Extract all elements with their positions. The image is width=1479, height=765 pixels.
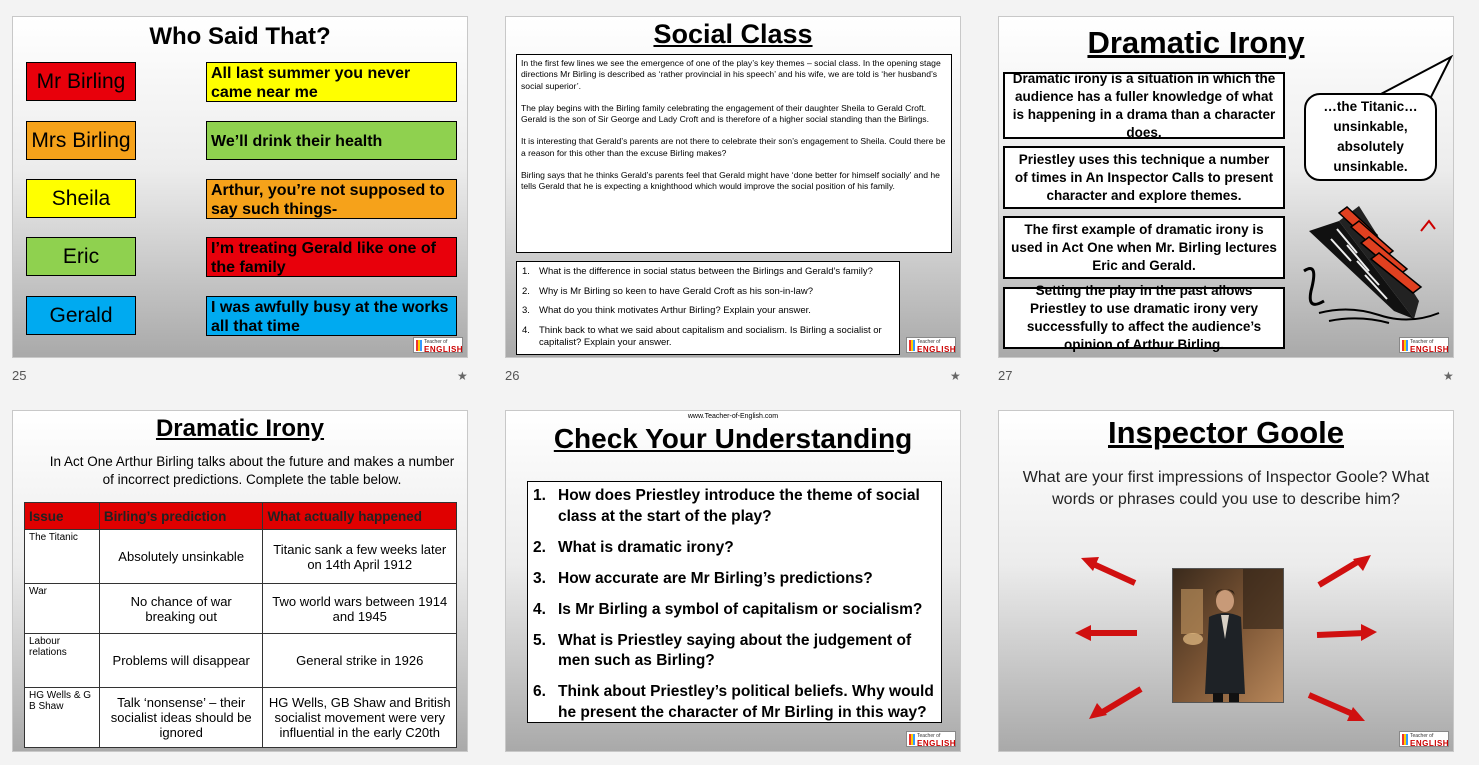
teacher-of-english-logo: Teacher of ENGLISH bbox=[906, 731, 956, 747]
list-item: 2. Why is Mr Birling so keen to have Gerald Croft as his son-in-law? bbox=[522, 285, 814, 297]
speech-bubble: …the Titanic…unsinkable, absolutely unsinkable. bbox=[1304, 93, 1437, 181]
slide-number: 26 bbox=[505, 368, 520, 383]
table-row: War No chance of war breaking out Two world wars between 1914 and 1945 bbox=[25, 584, 457, 634]
column-header: Issue bbox=[25, 503, 100, 530]
list-item: 5. What is Priestley saying about the judgement of men such as Birling? bbox=[533, 631, 912, 669]
slide-25[interactable] bbox=[12, 16, 468, 358]
list-item: 4. Is Mr Birling a symbol of capitalism or socialism? bbox=[533, 600, 923, 618]
arrow-icon bbox=[1315, 623, 1379, 643]
questions-box bbox=[527, 481, 942, 723]
list-item: 1. How does Priestley introduce the theme of social class at the start of the play? bbox=[533, 487, 920, 525]
table-row: Labour relations Problems will disappear General strike in 1926 bbox=[25, 634, 457, 688]
arrow-icon bbox=[1315, 553, 1373, 589]
list-item: 3. How accurate are Mr Birling’s predictions? bbox=[533, 569, 873, 587]
arrow-icon bbox=[1307, 691, 1369, 723]
irony-box-4: Setting the play in the past allows Priestley to use dramatic irony very successfully to affect the audience’s opinion of Arthur Birling. bbox=[1003, 287, 1285, 349]
star-icon[interactable]: ★ bbox=[950, 369, 961, 383]
slide-title: Who Said That? bbox=[149, 23, 331, 50]
inspector-portrait-image bbox=[1172, 568, 1284, 703]
table-row: The Titanic Absolutely unsinkable Titanic sank a few weeks later on 14th April 1912 bbox=[25, 530, 457, 584]
slide-27[interactable] bbox=[998, 16, 1454, 358]
name-mr-birling: Mr Birling bbox=[26, 62, 136, 101]
teacher-of-english-logo: Teacher of ENGLISH bbox=[1399, 731, 1449, 747]
prompt-text: What are your first impressions of Inspector Goole? What words or phrases could you use to describe him? bbox=[1022, 469, 1430, 508]
intro-text: In Act One Arthur Birling talks about the future and makes a number of incorrect predictions. Complete the table below. bbox=[49, 454, 455, 487]
slide-title: Social Class bbox=[653, 19, 813, 49]
irony-box-3: The first example of dramatic irony is used in Act One when Mr. Birling lectures Eric and Gerald. bbox=[1003, 216, 1285, 279]
paragraph: Birling says that he thinks Gerald’s parents feel that Gerald might have ‘done better for himself socially’ and he tells Gerald that he is expecting a knighthood which would improve the social position of his family. bbox=[521, 170, 940, 192]
irony-box-2: Priestley uses this technique a number of times in An Inspector Calls to present character and explore themes. bbox=[1003, 146, 1285, 209]
slide-29[interactable] bbox=[505, 410, 961, 752]
paragraph: In the first few lines we see the emergence of one of the play’s key themes – social class. In the opening stage directions Mr Birling is described as ‘rather provincial in his speech’ and his wife, we are told is ‘her husband’s social superior’. bbox=[521, 58, 941, 91]
slide-title: Dramatic Irony bbox=[155, 415, 325, 442]
questions-box bbox=[516, 261, 900, 355]
irony-box-1: Dramatic irony is a situation in which the audience has a fuller knowledge of what is happening in a drama than a character does. bbox=[1003, 72, 1285, 139]
predictions-table bbox=[24, 502, 457, 748]
slide-number: 25 bbox=[12, 368, 27, 383]
slide-28[interactable] bbox=[12, 410, 468, 752]
paragraph: The play begins with the Birling family celebrating the engagement of their daughter Sheila to Gerald Croft. Gerald is the son of Sir George and Lady Croft and is therefore of a higher social standing than the Birlings. bbox=[521, 102, 929, 125]
arrow-icon bbox=[1073, 623, 1139, 643]
name-sheila: Sheila bbox=[26, 179, 136, 218]
quote-1: All last summer you never came near me bbox=[206, 62, 457, 102]
star-icon[interactable]: ★ bbox=[457, 369, 468, 383]
slide-title: Inspector Goole bbox=[1108, 415, 1344, 450]
slide-26[interactable] bbox=[505, 16, 961, 358]
list-item: 6. Think about Priestley’s political beliefs. Why would he present the character of Mr Birling in this way? bbox=[533, 683, 934, 721]
name-eric: Eric bbox=[26, 237, 136, 276]
quote-5: I was awfully busy at the works all that time bbox=[206, 296, 457, 336]
column-header: What actually happened bbox=[263, 503, 457, 530]
list-item: 3. What do you think motivates Arthur Birling? Explain your answer. bbox=[522, 305, 811, 316]
list-item: 1. What is the difference in social status between the Birlings and Gerald’s family? bbox=[522, 266, 873, 277]
teacher-of-english-logo: Teacher of ENGLISH bbox=[413, 337, 463, 353]
quote-4: I’m treating Gerald like one of the family bbox=[206, 237, 457, 277]
star-icon[interactable]: ★ bbox=[1443, 369, 1454, 383]
teacher-of-english-logo: Teacher of ENGLISH bbox=[906, 337, 956, 353]
name-gerald: Gerald bbox=[26, 296, 136, 335]
list-item: 4. Think back to what we said about capitalism and socialism. Is Birling a socialist or capitalist? Explain your answer. bbox=[522, 324, 882, 348]
social-class-text bbox=[516, 54, 952, 253]
quote-2: We’ll drink their health bbox=[206, 121, 457, 160]
name-mrs-birling: Mrs Birling bbox=[26, 121, 136, 160]
arrow-icon bbox=[1087, 685, 1145, 721]
slide-30[interactable] bbox=[998, 410, 1454, 752]
slide-title: Check Your Understanding bbox=[553, 423, 913, 454]
paragraph: It is interesting that Gerald’s parents are not there to celebrate their son’s engagement to Sheila. Could there be a reason for this other than the excuse Birling makes? bbox=[521, 136, 946, 158]
titanic-sinking-icon bbox=[1299, 201, 1449, 326]
table-row: HG Wells & G B Shaw Talk ‘nonsense’ – their socialist ideas should be ignored HG Wells, GB Shaw and British socialist movement were very influential in the early C20th bbox=[25, 688, 457, 748]
website-url: www.Teacher-of-English.com bbox=[687, 413, 779, 420]
quote-3: Arthur, you’re not supposed to say such things- bbox=[206, 179, 457, 219]
arrow-icon bbox=[1079, 555, 1139, 587]
column-header: Birling’s prediction bbox=[99, 503, 263, 530]
list-item: 2. What is dramatic irony? bbox=[533, 538, 734, 556]
teacher-of-english-logo: Teacher of ENGLISH bbox=[1399, 337, 1449, 353]
slide-number: 27 bbox=[998, 368, 1013, 383]
slide-title: Dramatic Irony bbox=[1087, 25, 1305, 60]
